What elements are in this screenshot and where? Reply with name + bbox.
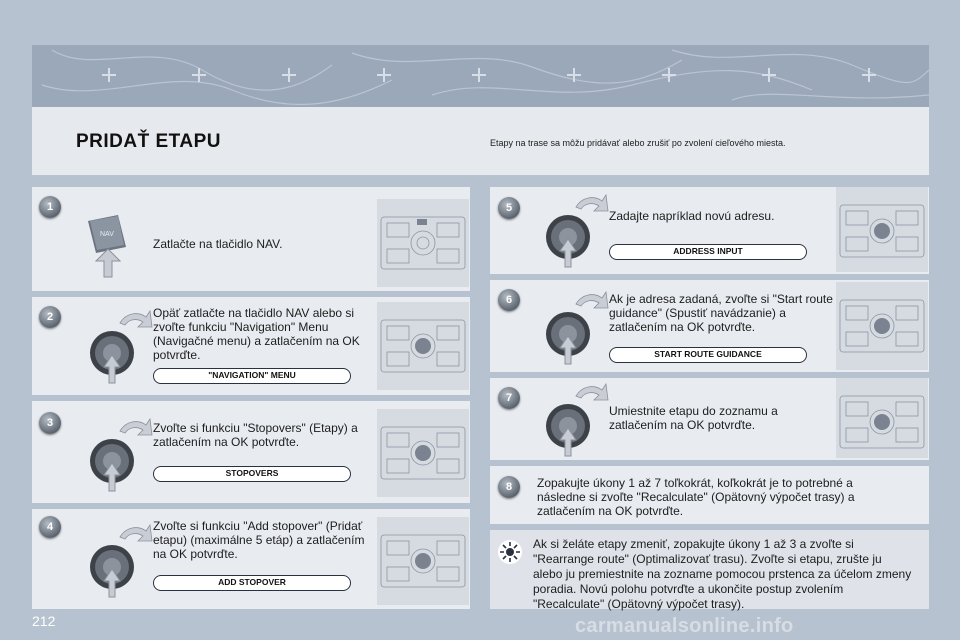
step-text: Ak je adresa zadaná, zvoľte si "Start route guidance" (Spustiť navádzanie) a zatlačením na OK potvrďte. (609, 292, 833, 334)
page-title: PRIDAŤ ETAPU (76, 131, 221, 152)
radio-panel-thumbnail (377, 517, 469, 605)
step-number-badge: 7 (498, 387, 520, 409)
radio-panel-thumbnail (377, 302, 469, 390)
radio-panel-thumbnail (836, 282, 928, 370)
menu-option-label: START ROUTE GUIDANCE (609, 347, 807, 363)
step-card-4 (32, 509, 470, 609)
step-number-badge: 2 (39, 306, 61, 328)
step-text: Opäť zatlačte na tlačidlo NAV alebo si zvoľte funkciu "Navigation" Menu (Navigačné menu) a zatlačením na OK potvrďte. (153, 306, 360, 362)
nav-key-label: NAV (100, 231, 114, 238)
step-text: Zatlačte na tlačidlo NAV. (153, 237, 283, 251)
sun-tip-icon (497, 539, 523, 565)
step-card-8 (490, 466, 929, 524)
step-card-3 (32, 401, 470, 503)
rotary-knob-icon (82, 305, 162, 385)
step-number-badge: 5 (498, 197, 520, 219)
step-card-2 (32, 297, 470, 395)
rotary-knob-icon (538, 189, 618, 269)
step-number-badge: 3 (39, 412, 61, 434)
rotary-knob-icon (82, 413, 162, 493)
watermark: carmanualsonline.info (575, 615, 794, 637)
step-number-badge: 1 (39, 196, 61, 218)
tip-card (490, 530, 929, 609)
header-decoration (32, 45, 929, 107)
step-text: Zadajte napríklad novú adresu. (609, 209, 775, 223)
step-card-5 (490, 187, 929, 274)
step-card-6 (490, 280, 929, 372)
step-text: Zvoľte si funkciu "Stopovers" (Etapy) a zatlačením na OK potvrďte. (153, 421, 358, 449)
menu-option-label: STOPOVERS (153, 466, 351, 482)
rotary-knob-icon (538, 286, 618, 366)
radio-panel-thumbnail (836, 187, 928, 272)
menu-option-label: ADD STOPOVER (153, 575, 351, 591)
menu-option-label: ADDRESS INPUT (609, 244, 807, 260)
step-number-badge: 4 (39, 516, 61, 538)
step-card-7 (490, 378, 929, 460)
nav-button-icon (82, 199, 162, 279)
radio-panel-thumbnail (836, 378, 928, 458)
step-text: Zvoľte si funkciu "Add stopover" (Pridať etapu) (maximálne 5 etáp) a zatlačením na OK potvrďte. (153, 519, 365, 561)
menu-option-label: "NAVIGATION" MENU (153, 368, 351, 384)
step-text: Umiestnite etapu do zoznamu a zatlačením na OK potvrďte. (609, 404, 778, 432)
radio-panel-thumbnail (377, 199, 469, 287)
step-text: Zopakujte úkony 1 až 7 toľkokrát, koľkokrát je to potrebné a následne si zvoľte "Recalculate" (Opätovný výpočet trasy) a zatlačením na OK potvrďte. (537, 476, 855, 518)
step-number-badge: 6 (498, 289, 520, 311)
step-number-badge: 8 (498, 476, 520, 498)
intro-text: Etapy na trase sa môžu pridávať alebo zrušiť po zvolení cieľového miesta. (490, 138, 786, 148)
rotary-knob-icon (82, 519, 162, 599)
header (32, 45, 929, 175)
page-number: 212 (32, 613, 56, 629)
rotary-knob-icon (538, 378, 618, 458)
step-card-1 (32, 187, 470, 291)
tip-text: Ak si želáte etapy zmeniť, zopakujte úkony 1 až 3 a zvoľte si "Rearrange route" (Optimalizovať trasu). Zvoľte si etapu, zrušte ju alebo ju premiestnite na zozname pomocou prstenca za účelom zmeny poradia. Novú polohu potvrďte a ukončite postup zvolením "Recalculate" (Opätovný výpočet trasy). (533, 537, 912, 611)
radio-panel-thumbnail (377, 409, 469, 497)
